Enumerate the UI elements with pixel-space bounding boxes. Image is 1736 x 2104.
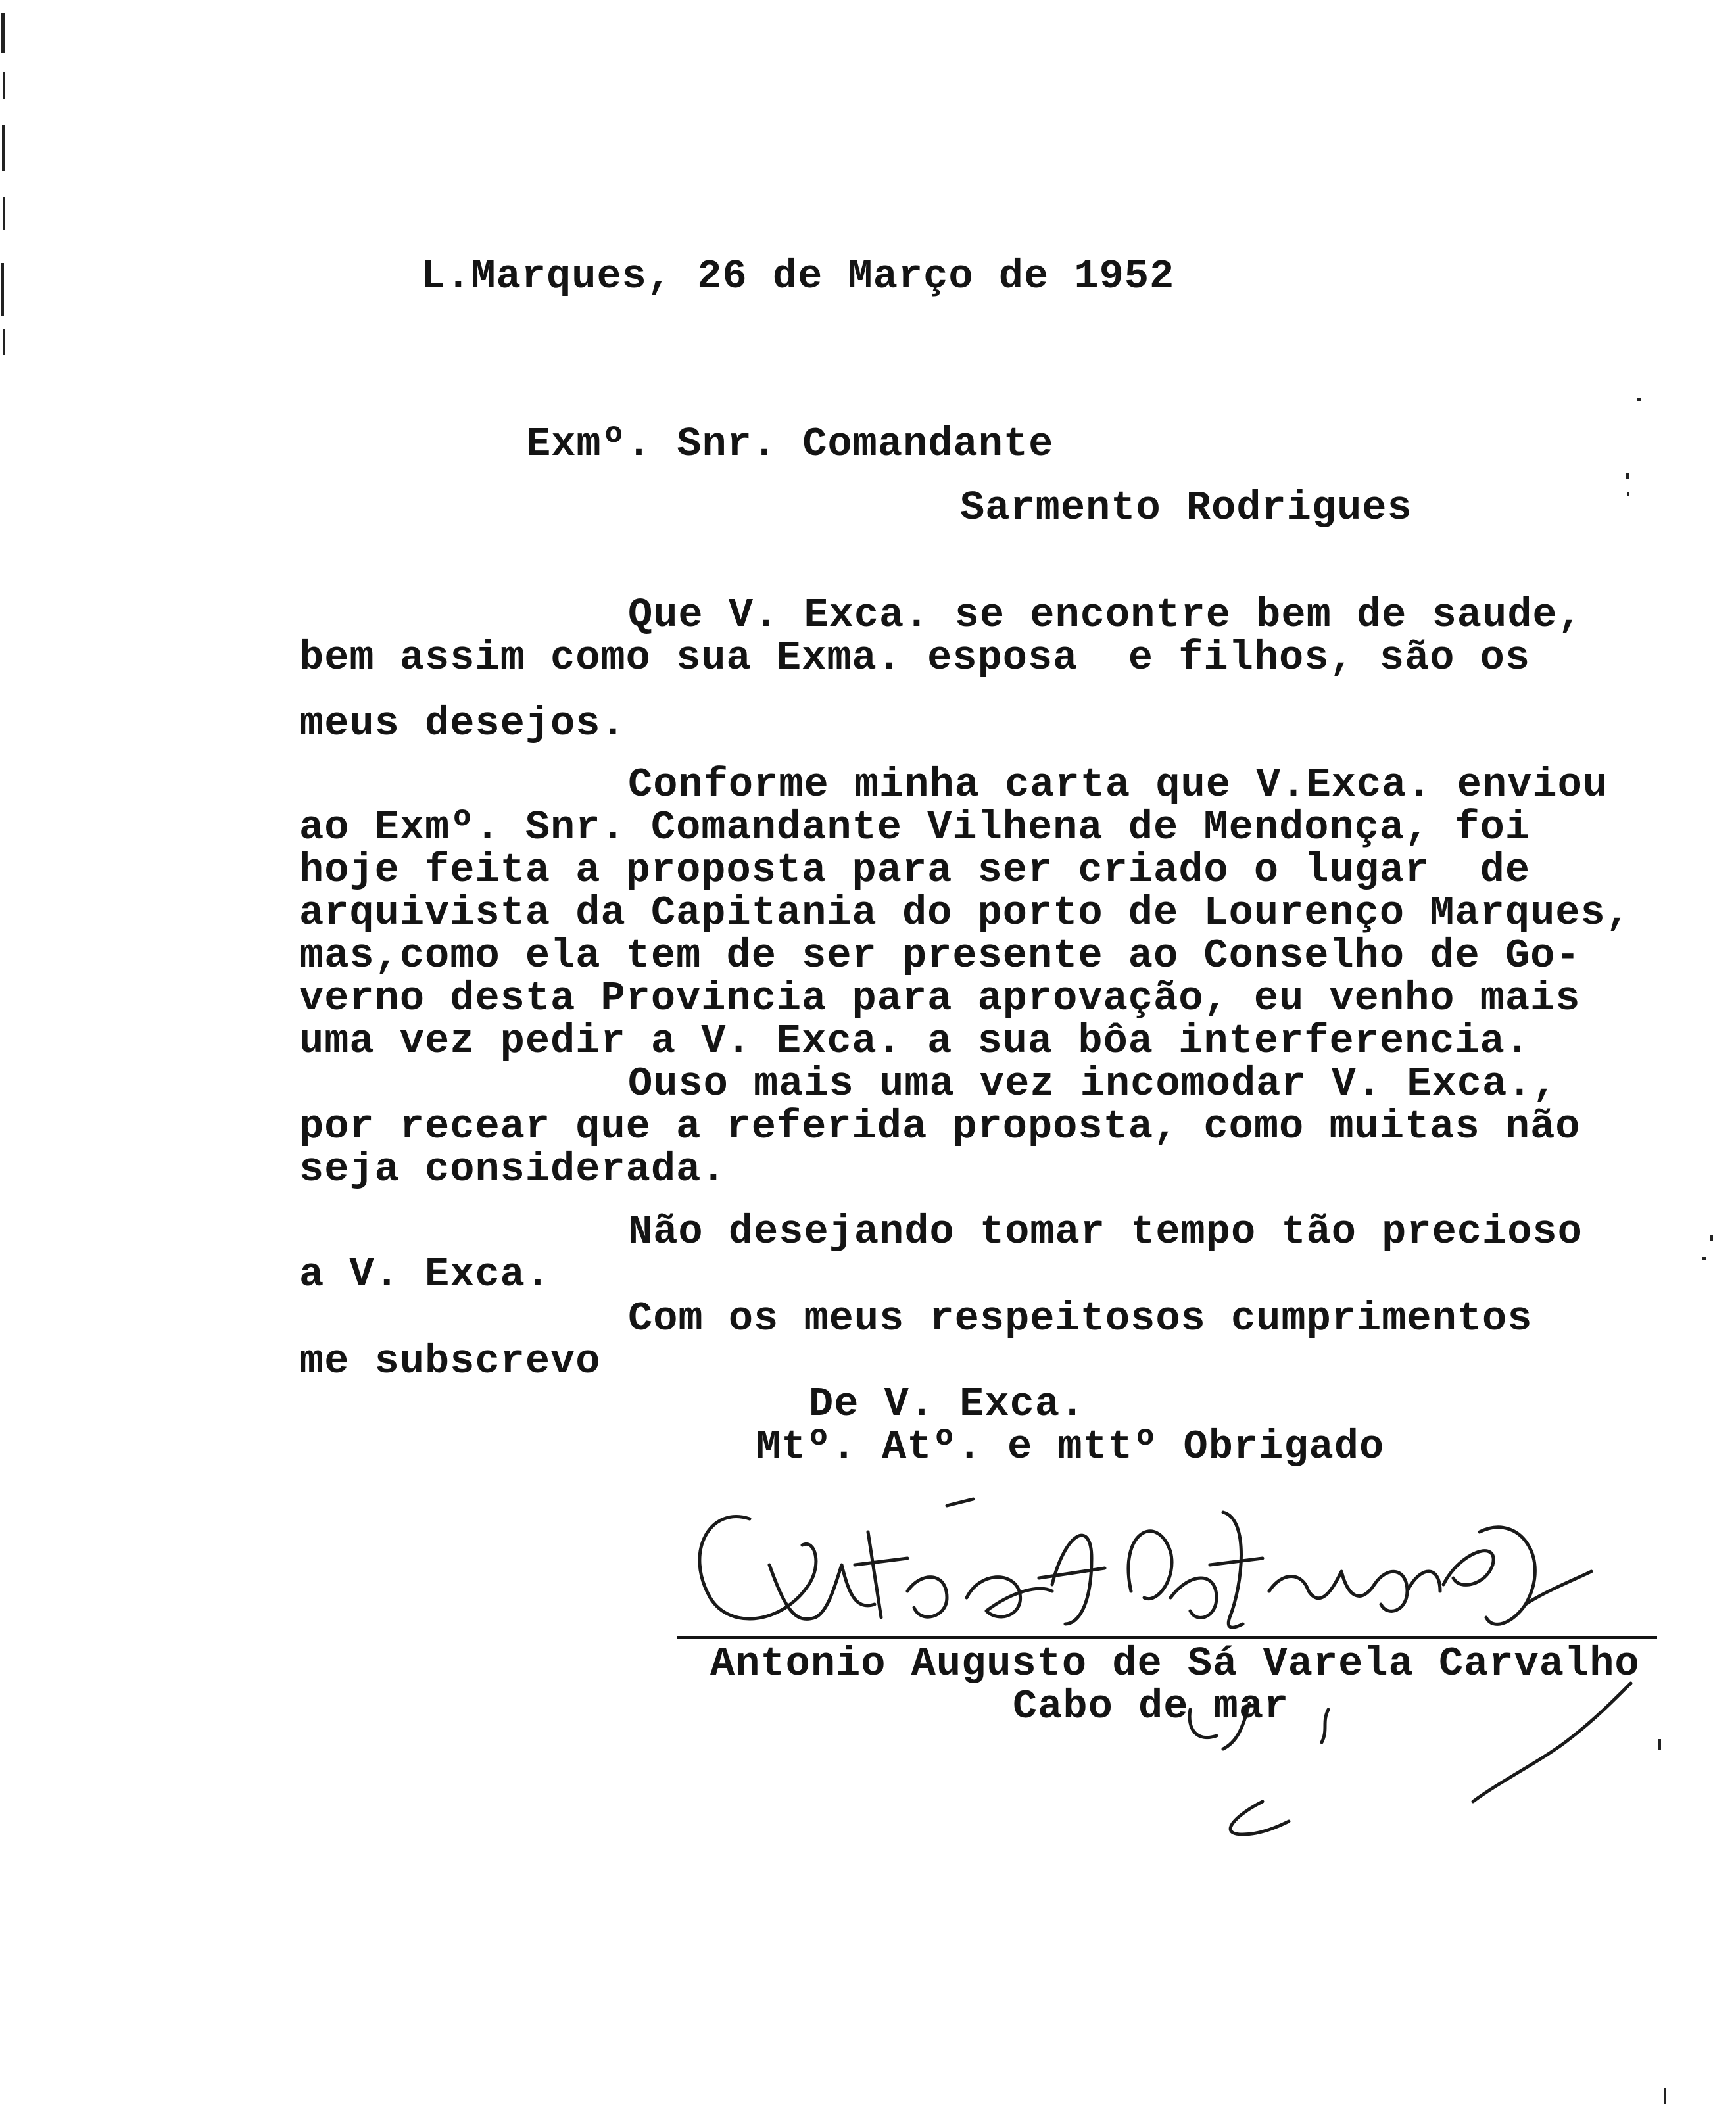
- body-line: seja considerada.: [299, 1146, 727, 1193]
- speck-mark: [1710, 1235, 1713, 1241]
- body-line: hoje feita a proposta para ser criado o lugar de: [299, 847, 1531, 894]
- speck-mark: [1702, 1257, 1706, 1260]
- body-line: me subscrevo: [299, 1338, 601, 1385]
- body-line: ao Exmº. Snr. Comandante Vilhena de Mendonça, foi: [299, 804, 1531, 851]
- scan-edge-marks: [0, 0, 13, 368]
- signature-line: [677, 1636, 1657, 1639]
- body-line: uma vez pedir a V. Exca. a sua bôa interferencia.: [299, 1018, 1531, 1064]
- speck-mark: [1626, 473, 1629, 479]
- letter-date: L.Marques, 26 de Março de 1952: [421, 253, 1175, 300]
- body-line: a V. Exca.: [299, 1251, 551, 1298]
- body-line: meus desejos.: [299, 700, 626, 747]
- body-line: mas,como ela tem de ser presente ao Conselho de Go-: [299, 932, 1581, 979]
- body-line: Não desejando tomar tempo tão precioso: [628, 1208, 1583, 1255]
- body-line: por recear que a referida proposta, como muitas não: [299, 1103, 1581, 1150]
- salutation-line-2: Sarmento Rodrigues: [960, 485, 1412, 531]
- closing-line-1: De V. Exca.: [809, 1381, 1086, 1427]
- closing-line-2: Mtº. Atº. e mttº Obrigado: [756, 1423, 1385, 1470]
- body-line: Ouso mais uma vez incomodar V. Exca.,: [628, 1061, 1558, 1107]
- body-line: Conforme minha carta que V.Exca. enviou: [628, 761, 1608, 808]
- body-line: bem assim como sua Exma. esposa e filhos, são os: [299, 634, 1531, 681]
- speck-mark: [1664, 2088, 1666, 2104]
- body-line: Com os meus respeitosos cumprimentos: [628, 1295, 1533, 1342]
- body-line: verno desta Provincia para aprovação, eu venho mais: [299, 975, 1581, 1022]
- signature-title: Cabo de mar: [1013, 1683, 1290, 1730]
- body-line: Que V. Exca. se encontre bem de saude,: [628, 592, 1583, 638]
- salutation-line-1: Exmº. Snr. Comandante: [526, 421, 1054, 467]
- speck-mark: [1627, 492, 1629, 496]
- signature-name: Antonio Augusto de Sá Varela Carvalho: [710, 1640, 1640, 1687]
- body-line: arquivista da Capitania do porto de Lourenço Marques,: [299, 890, 1631, 936]
- speck-mark: [1637, 398, 1641, 401]
